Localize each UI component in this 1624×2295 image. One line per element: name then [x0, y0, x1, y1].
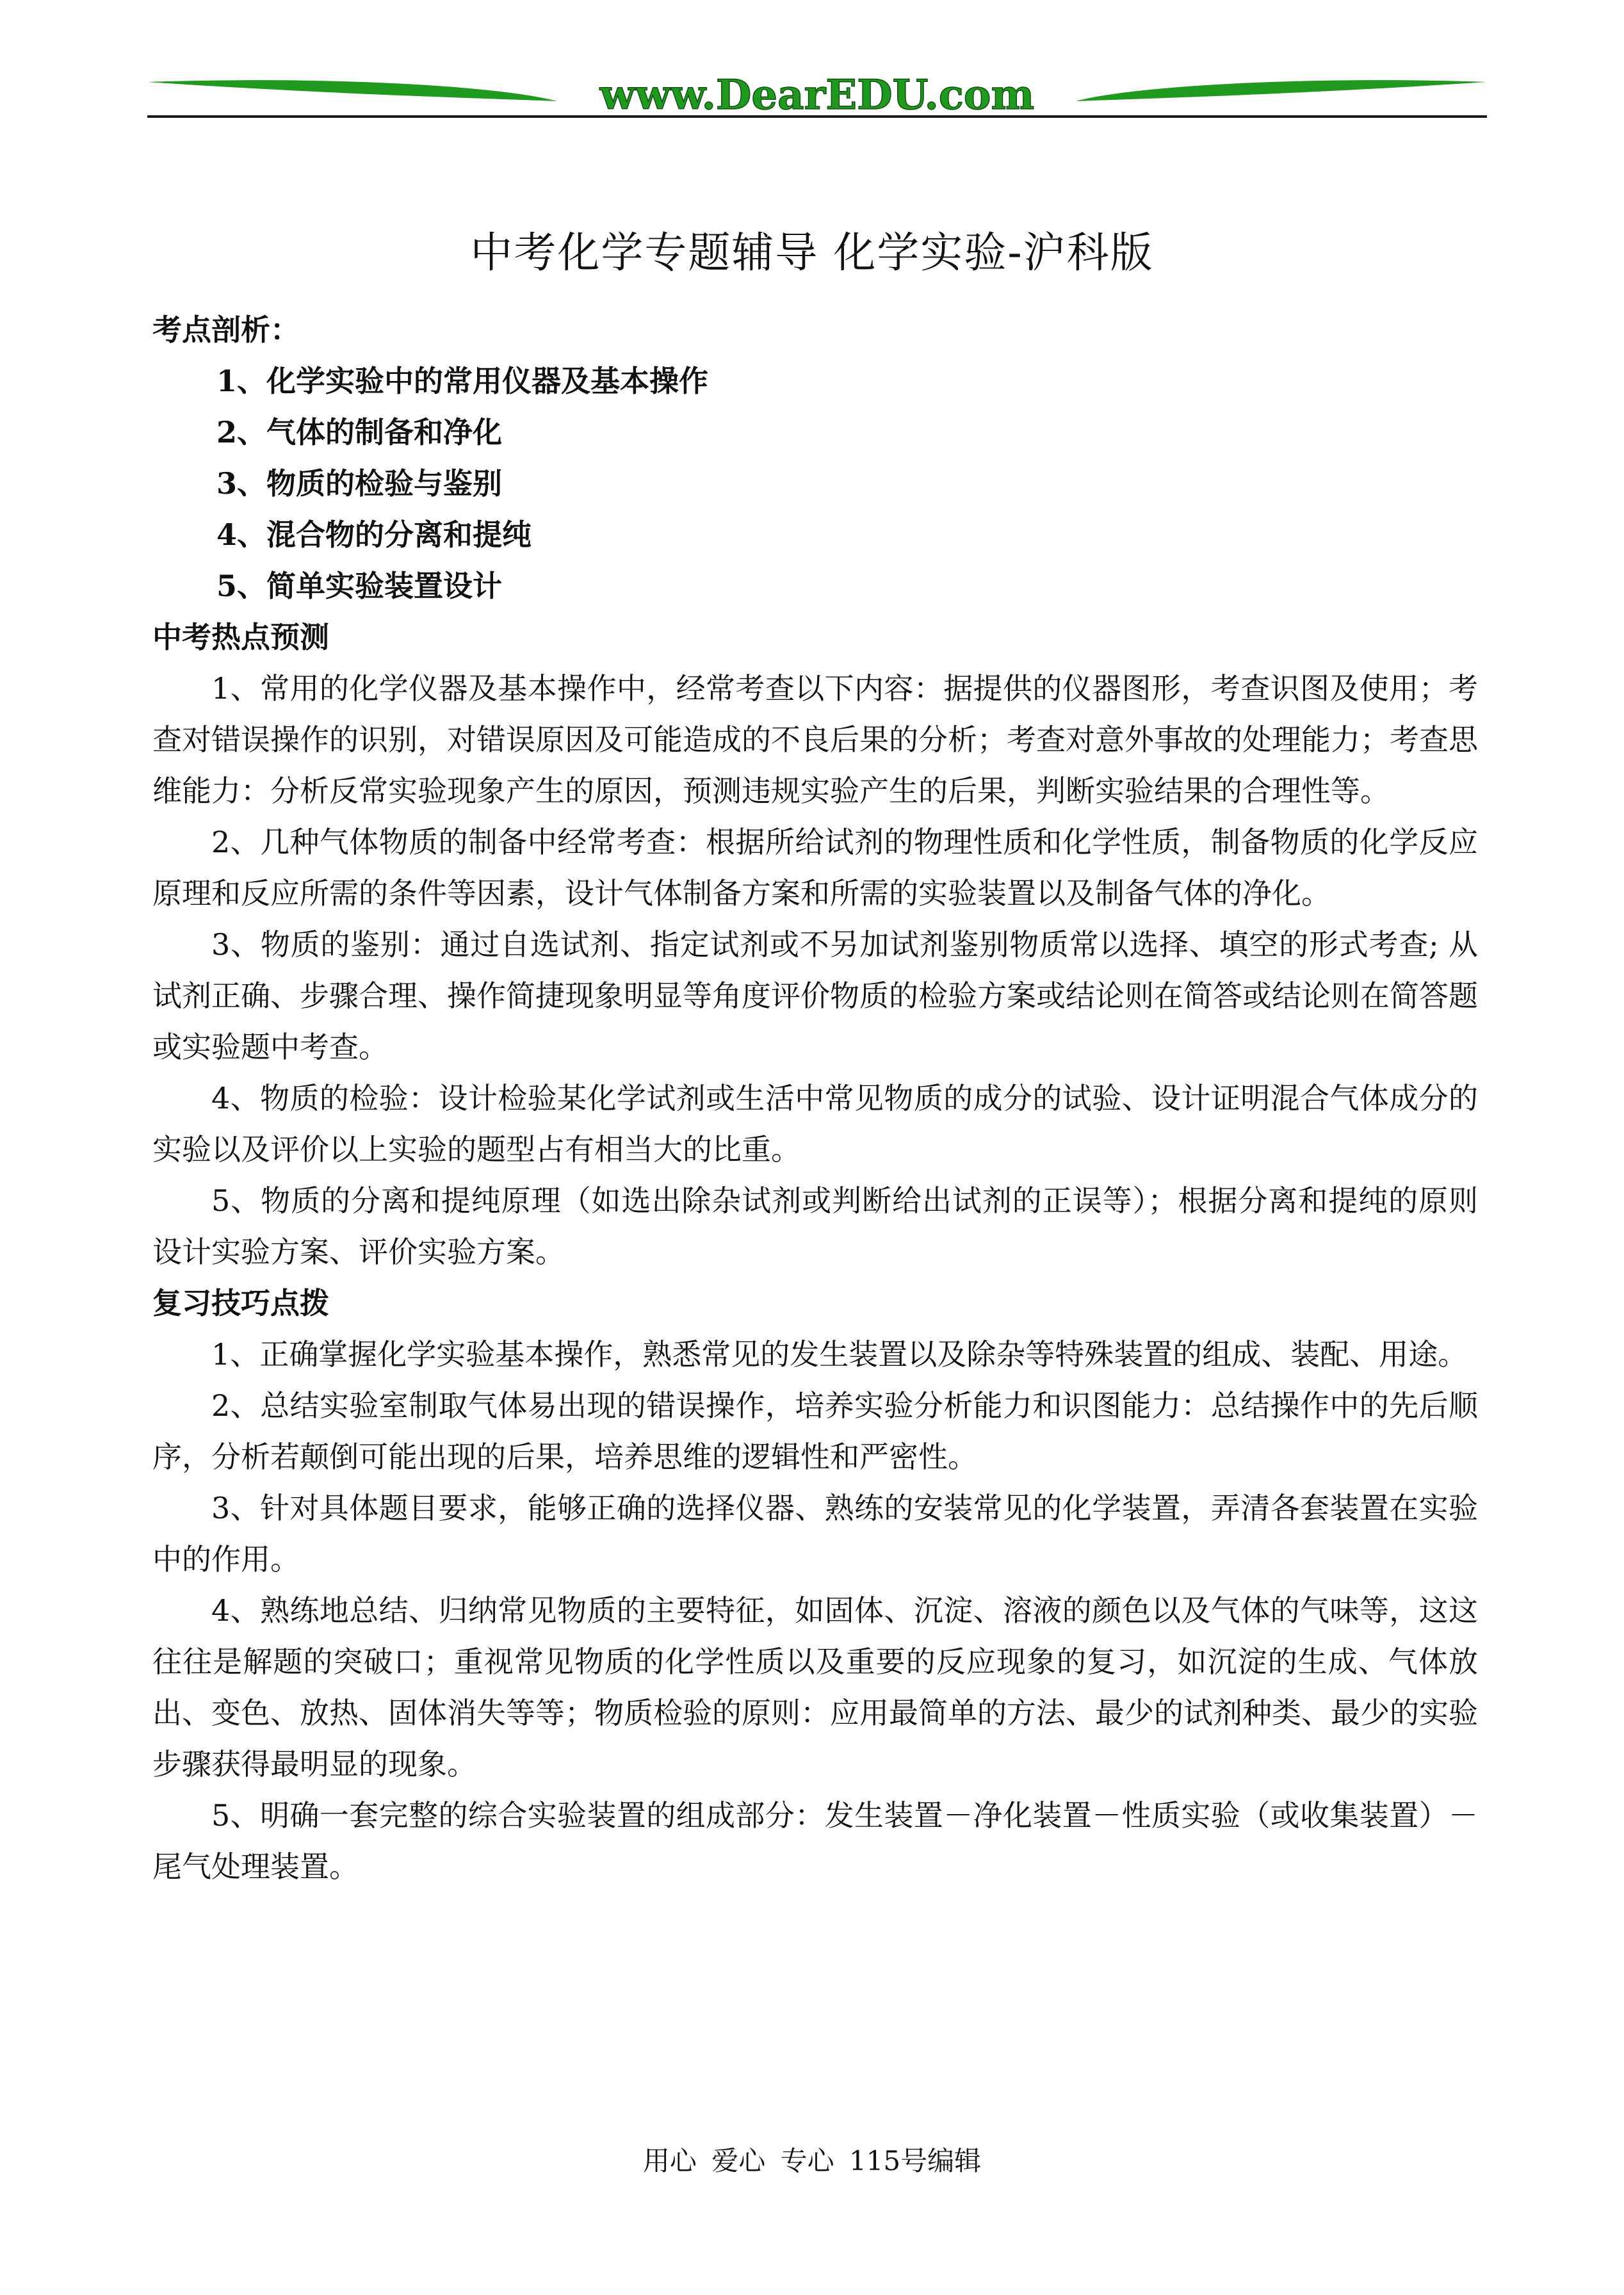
tips-paragraph: 5、明确一套完整的综合实验装置的组成部分：发生装置－净化装置－性质实验（或收集装置）－尾气处理装置。 [152, 1798, 1478, 1884]
header-divider [147, 115, 1487, 118]
analysis-item: 1、化学实验中的常用仪器及基本操作 [216, 364, 709, 398]
section-heading-tips: 复习技巧点拨 [152, 1286, 329, 1320]
site-header [147, 69, 1487, 120]
page-title: 中考化学专题辅导 化学实验-沪科版 [470, 228, 1154, 277]
analysis-item: 5、简单实验装置设计 [216, 569, 503, 603]
right-leaf-swoosh [1076, 80, 1487, 101]
section-heading-analysis: 考点剖析： [152, 312, 300, 347]
analysis-item: 2、气体的制备和净化 [216, 415, 503, 450]
forecast-paragraph: 3、物质的鉴别：通过自选试剂、指定试剂或不另加试剂鉴别物质常以选择、填空的形式考查; 从试剂正确、步骤合理、操作简捷现象明显等角度评价物质的检验方案或结论则在简答或结论则在简答题或实验题中考查。 [152, 927, 1478, 1064]
forecast-paragraph: 1、常用的化学仪器及基本操作中，经常考查以下内容：据提供的仪器图形，考查识图及使用；考查对错误操作的识别，对错误原因及可能造成的不良后果的分析；考查对意外事故的处理能力；考查思维能力：分析反常实验现象产生的原因，预测违规实验产生的后果，判断实验结果的合理性等。 [152, 671, 1478, 808]
tips-paragraph: 4、熟练地总结、归纳常见物质的主要特征，如固体、沉淀、溶液的颜色以及气体的气味等，这这往往是解题的突破口；重视常见物质的化学性质以及重要的反应现象的复习，如沉淀的生成、气体放出、变色、放热、固体消失等等；物质检验的原则：应用最简单的方法、最少的试剂种类、最少的实验步骤获得最明显的现象。 [152, 1593, 1478, 1781]
section-heading-forecast: 中考热点预测 [152, 620, 329, 654]
forecast-paragraph: 4、物质的检验：设计检验某化学试剂或生活中常见物质的成分的试验、设计证明混合气体成分的实验以及评价以上实验的题型占有相当大的比重。 [152, 1081, 1478, 1167]
tips-paragraph: 2、总结实验室制取气体易出现的错误操作，培养实验分析能力和识图能力：总结操作中的先后顺序，分析若颠倒可能出现的后果，培养思维的逻辑性和严密性。 [152, 1388, 1478, 1474]
site-logo-text: www.DearEDU.com [599, 71, 1035, 119]
forecast-paragraph: 2、几种气体物质的制备中经常考查：根据所给试剂的物理性质和化学性质，制备物质的化学反应原理和反应所需的条件等因素，设计气体制备方案和所需的实验装置以及制备气体的净化。 [152, 825, 1478, 911]
tips-paragraph: 1、正确掌握化学实验基本操作，熟悉常见的发生装置以及除杂等特殊装置的组成、装配、用途。 [211, 1337, 1468, 1372]
document-body [152, 304, 1478, 1892]
forecast-paragraph: 5、物质的分离和提纯原理（如选出除杂试剂或判断给出试剂的正误等）；根据分离和提纯的原则设计实验方案、评价实验方案。 [152, 1183, 1478, 1269]
tips-paragraph: 3、针对具体题目要求，能够正确的选择仪器、熟练的安装常见的化学装置，弄清各套装置在实验中的作用。 [152, 1491, 1478, 1577]
analysis-item: 4、混合物的分离和提纯 [216, 517, 532, 552]
left-leaf-swoosh [147, 80, 557, 101]
analysis-item: 3、物质的检验与鉴别 [216, 466, 503, 501]
site-logo-banner [147, 69, 1487, 120]
page-footer: 用心 爱心 专心 115号编辑 [642, 2145, 982, 2177]
